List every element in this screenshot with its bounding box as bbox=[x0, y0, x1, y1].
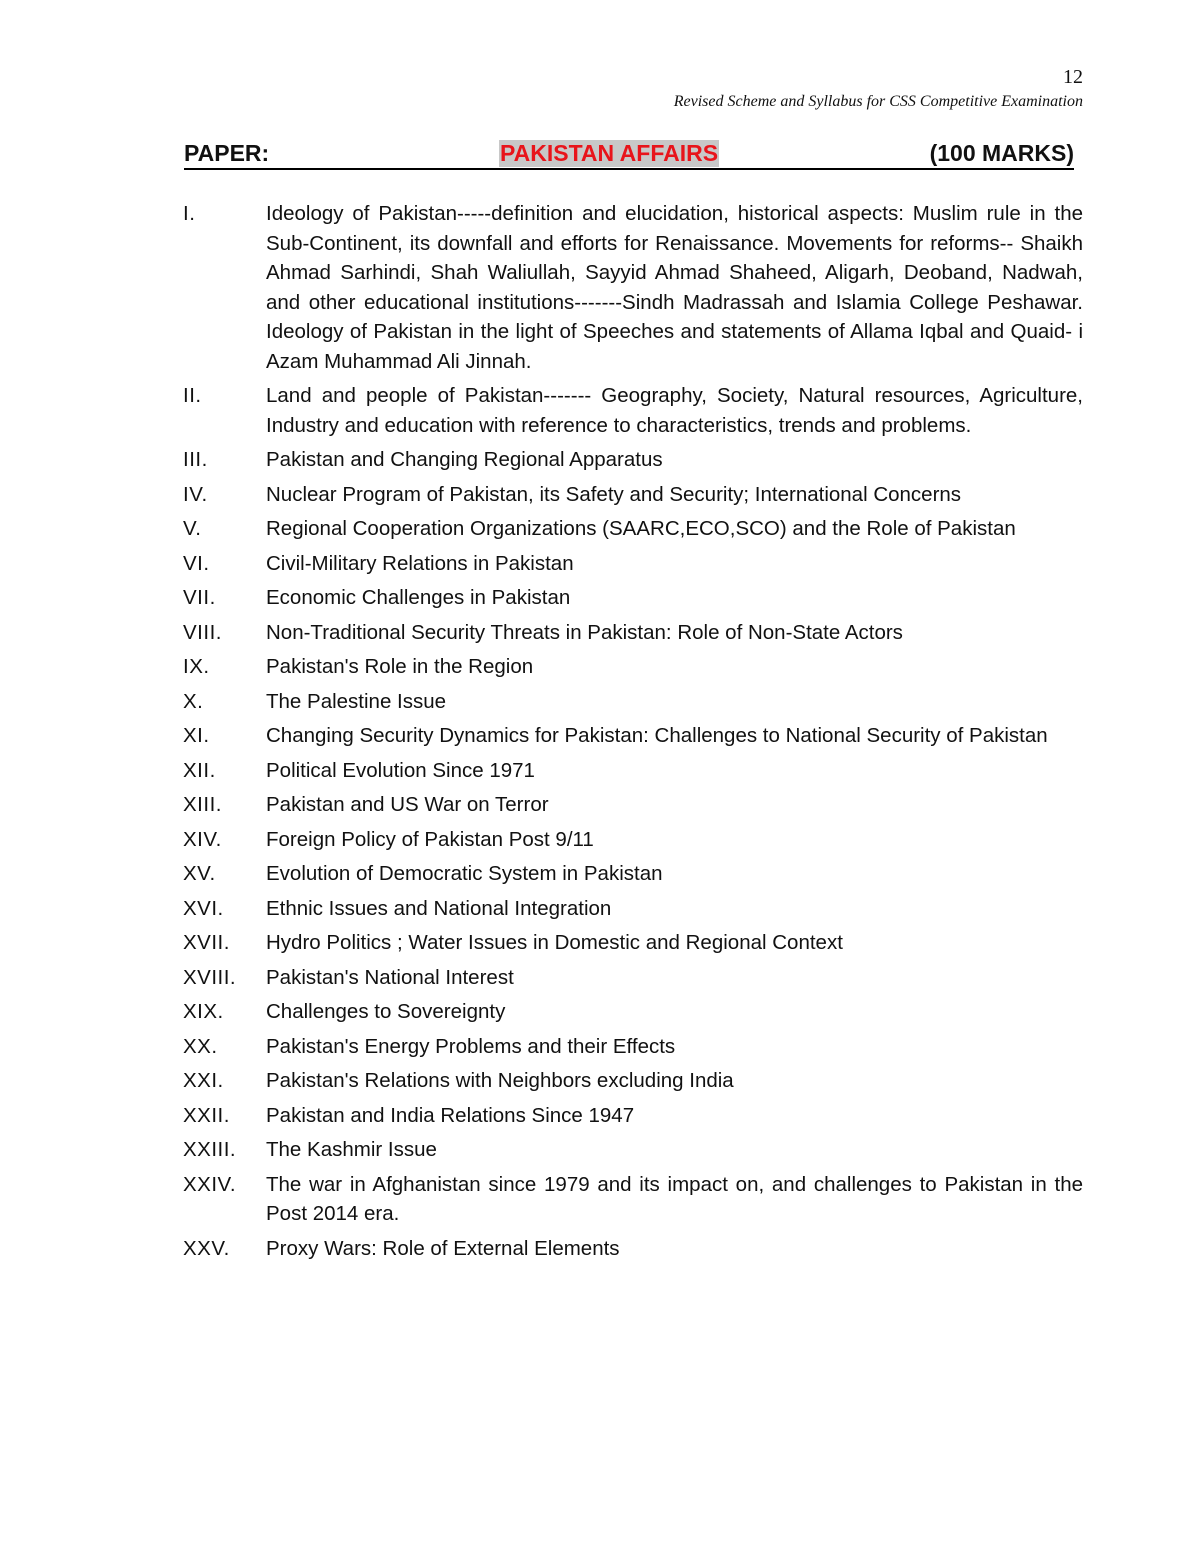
item-topic: Political Evolution Since 1971 bbox=[266, 758, 535, 782]
syllabus-item bbox=[183, 618, 1083, 648]
item-topic: Evolution of Democratic System in Pakistan bbox=[266, 862, 663, 885]
syllabus-item bbox=[183, 1135, 1083, 1165]
item-topic: Challenges to Sovereignty bbox=[266, 1000, 506, 1023]
item-numeral: XIV. bbox=[183, 827, 222, 851]
item-topic: Civil-Military Relations in Pakistan bbox=[266, 551, 574, 575]
syllabus-item bbox=[183, 894, 1083, 924]
item-numeral: XVII. bbox=[183, 931, 230, 954]
item-topic: Pakistan and Changing Regional Apparatus bbox=[266, 448, 663, 471]
item-numeral: XV. bbox=[183, 862, 216, 885]
syllabus-item bbox=[183, 549, 1083, 579]
syllabus-item bbox=[183, 514, 1083, 544]
syllabus-item bbox=[183, 199, 1083, 376]
item-topic: Ethnic Issues and National Integration bbox=[266, 896, 612, 920]
item-topic: Foreign Policy of Pakistan Post 9/11 bbox=[266, 827, 594, 851]
item-topic: The war in Afghanistan since 1979 and its impact on, and challenges to Pakistan in the Post 2014 era. bbox=[266, 1172, 1083, 1225]
item-numeral: II. bbox=[183, 384, 202, 407]
page-number: 12 bbox=[1063, 66, 1083, 88]
syllabus-item bbox=[183, 480, 1083, 510]
syllabus-item bbox=[183, 721, 1083, 751]
item-numeral: IV. bbox=[183, 482, 208, 506]
paper-marks: (100 MARKS) bbox=[929, 140, 1074, 166]
item-topic: Pakistan's Role in the Region bbox=[266, 655, 534, 678]
running-header: Revised Scheme and Syllabus for CSS Competitive Examination bbox=[673, 93, 1083, 110]
syllabus-item bbox=[183, 928, 1083, 958]
item-numeral: XIII. bbox=[183, 793, 222, 816]
item-topic: Pakistan and US War on Terror bbox=[266, 793, 549, 816]
syllabus-item bbox=[183, 756, 1083, 786]
item-topic: Pakistan's Energy Problems and their Effects bbox=[266, 1034, 676, 1058]
item-numeral: XXIV. bbox=[183, 1172, 237, 1196]
item-topic: Pakistan's Relations with Neighbors excluding India bbox=[266, 1069, 734, 1092]
item-numeral: XX. bbox=[183, 1034, 218, 1058]
syllabus-item bbox=[183, 1234, 1083, 1264]
item-topic: Ideology of Pakistan-----definition and elucidation, historical aspects: Muslim rule in the Sub-Continent, its downfall and efforts for Renaissance. Movements for reforms-- Shaikh Ahmad Sarhindi, Shah Waliullah, Sayyid Ahmad Shaheed, Aligarh, Deoband, Nadwah, and other educational institutions-------Sindh Madrassah and Islamia College Peshawar. Ideology of Pakistan in the light of Speeches and statements of Allama Iqbal and Quaid- i Azam Muhammad Ali Jinnah. bbox=[266, 202, 1083, 373]
item-topic: Proxy Wars: Role of External Elements bbox=[266, 1236, 620, 1260]
paper-label: PAPER: bbox=[184, 140, 270, 166]
item-numeral: XXI. bbox=[183, 1069, 224, 1092]
item-numeral: XXV. bbox=[183, 1236, 230, 1260]
syllabus-item bbox=[183, 790, 1083, 820]
item-topic: Land and people of Pakistan------- Geography, Society, Natural resources, Agriculture, Industry and education with reference to characteristics, trends and problems. bbox=[266, 384, 1083, 437]
paper-subject: PAKISTAN AFFAIRS bbox=[500, 140, 719, 166]
syllabus-item bbox=[183, 1170, 1083, 1229]
item-numeral: XIX. bbox=[183, 1000, 224, 1023]
syllabus-item bbox=[183, 825, 1083, 855]
syllabus-item bbox=[183, 1101, 1083, 1131]
syllabus-item bbox=[183, 583, 1083, 613]
syllabus-item bbox=[183, 652, 1083, 682]
item-topic: Economic Challenges in Pakistan bbox=[266, 586, 571, 609]
syllabus-item bbox=[183, 445, 1083, 475]
syllabus-item bbox=[183, 1066, 1083, 1096]
item-numeral: XXII. bbox=[183, 1103, 230, 1127]
item-topic: Nuclear Program of Pakistan, its Safety and Security; International Concerns bbox=[266, 482, 962, 506]
item-numeral: III. bbox=[183, 448, 208, 471]
item-topic: Non-Traditional Security Threats in Pakistan: Role of Non-State Actors bbox=[266, 620, 903, 644]
item-numeral: VII. bbox=[183, 586, 216, 609]
item-numeral: XXIII. bbox=[183, 1138, 237, 1161]
item-numeral: XVI. bbox=[183, 896, 224, 920]
item-numeral: I. bbox=[183, 202, 196, 225]
item-topic: Pakistan and India Relations Since 1947 bbox=[266, 1103, 635, 1127]
syllabus-list bbox=[183, 199, 1083, 1268]
item-numeral: X. bbox=[183, 689, 204, 713]
item-topic: Regional Cooperation Organizations (SAARC,ECO,SCO) and the Role of Pakistan bbox=[266, 517, 1016, 540]
item-topic: The Kashmir Issue bbox=[266, 1138, 437, 1161]
item-topic: The Palestine Issue bbox=[266, 689, 447, 713]
syllabus-item bbox=[183, 1032, 1083, 1062]
syllabus-item bbox=[183, 381, 1083, 440]
item-numeral: XII. bbox=[183, 758, 216, 782]
item-topic: Hydro Politics ; Water Issues in Domestic and Regional Context bbox=[266, 931, 843, 954]
item-topic: Changing Security Dynamics for Pakistan: Challenges to National Security of Pakistan bbox=[266, 724, 1048, 747]
syllabus-item bbox=[183, 687, 1083, 717]
item-topic: Pakistan's National Interest bbox=[266, 965, 514, 989]
item-numeral: V. bbox=[183, 517, 202, 540]
item-numeral: VIII. bbox=[183, 620, 222, 644]
syllabus-item bbox=[183, 859, 1083, 889]
paper-title-row bbox=[184, 140, 1074, 170]
item-numeral: XVIII. bbox=[183, 965, 237, 989]
syllabus-item bbox=[183, 997, 1083, 1027]
item-numeral: XI. bbox=[183, 724, 210, 747]
item-numeral: VI. bbox=[183, 551, 210, 575]
syllabus-item bbox=[183, 963, 1083, 993]
item-numeral: IX. bbox=[183, 655, 210, 678]
